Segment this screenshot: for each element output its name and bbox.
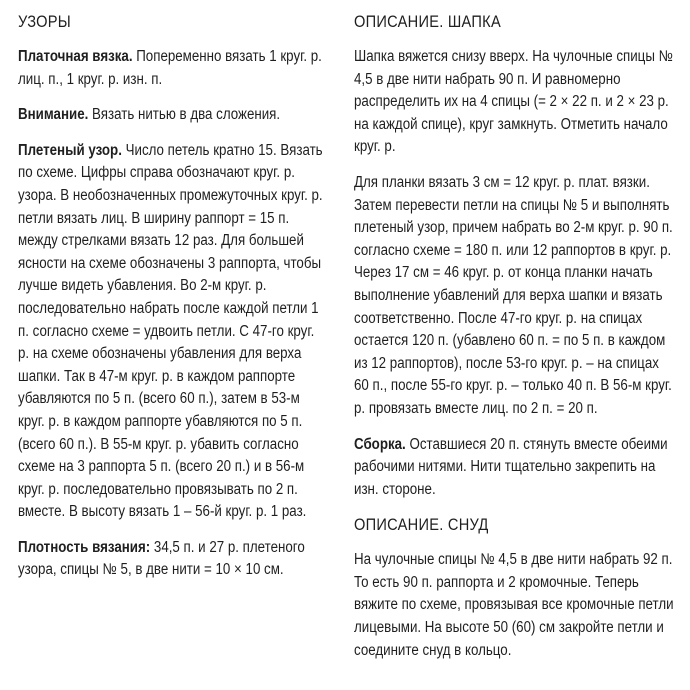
term-assembly: Сборка.	[354, 435, 406, 453]
paragraph-gauge	[18, 537, 327, 582]
text-garter-stitch: Попеременно вязать 1 круг. р. лиц. п., 1 круг. р. изн. п.	[18, 48, 322, 88]
term-garter-stitch: Платочная вязка.	[18, 48, 133, 65]
term-gauge: Плотность вязания:	[18, 538, 151, 556]
paragraph-braided-pattern	[18, 140, 327, 524]
text-braided-pattern: Число петель кратно 15. Вязать по схеме. Цифры справа обозначают круг. р. узора. В необозначенных промежуточных круг. р. петли вязать лиц. В ширину раппорт = 15 п. между стрелками вязать 12 раз. Для большей ясности на схеме обозначены 3 раппорта, чтобы лучше видеть убавления. Во 2-м круг. р. последовательно набрать после каждой петли 1 п. согласно схеме = удвоить петли. С 47-го круг. р. на схеме обозначены убавления для верха шапки. Так в 47-м круг. р. в каждом раппорте убавляются по 5 п. (всего 60 п.), затем в 53-м круг. р. в каждом раппорте убавляются по 5 п. (всего 60 п.). В 55-м круг. р. убавить согласно схеме на 3 раппорта 5 п. (всего 20 п.) и в 56-м круг. р. последовательно провязывать по 2 п. вместе. В высоту вязать 1 – 56-й круг. р. 1 раз.	[18, 141, 323, 521]
paragraph-assembly	[354, 434, 677, 502]
section-heading-snood: ОПИСАНИЕ. СНУД	[354, 515, 489, 535]
left-column	[18, 12, 326, 582]
paragraph-attention	[18, 104, 327, 127]
text-assembly: Оставшиеся 20 п. стянуть вместе обеими рабочими нитями. Нити тщательно закрепить на изн. стороне.	[354, 435, 668, 498]
text-attention: Вязать нитью в два сложения.	[88, 106, 281, 124]
paragraph-hat-cast-on: Шапка вяжется снизу вверх. На чулочные спицы № 4,5 в две нити набрать 90 п. И равномерно распределить их на 4 спицы (= 2 × 22 п. и 2 × 23 р. на каждой спице), круг замкнуть. Отметить начало круг. р.	[354, 48, 673, 156]
section-heading-hat: ОПИСАНИЕ. ШАПКА	[354, 12, 501, 31]
section-heading-patterns: УЗОРЫ	[18, 12, 71, 31]
paragraph-snood: На чулочные спицы № 4,5 в две нити набрать 92 п. То есть 90 п. раппорта и 2 кромочные. Теперь вяжите по схеме, провязывая все кромочные петли лицевыми. На высоте 50 (60) см закройте петли и соедините снуд в кольцо.	[354, 551, 674, 659]
paragraph-garter-stitch	[18, 46, 327, 91]
text-gauge: 34,5 п. и 27 р. плетеного узора, спицы № 5, в две нити = 10 × 10 см.	[18, 538, 305, 579]
paragraph-hat-body: Для планки вязать 3 см = 12 круг. р. плат. вязки. Затем перевести петли на спицы № 5 и выполнять плетеный узор, причем набрать во 2-м круг. р. 90 п. согласно схеме = 180 п. или 12 раппортов в круг. р. Через 17 см = 46 круг. р. от конца планки начать выполнение убавлений для верха шапки и вязать соответственно. После 47-го круг. р. на спицах остается 120 п. (убавлено 60 п. = по 5 п. в каждом из 12 раппортов), после 53-го круг. р. – на спицах 60 п., после 55-го круг. р. – только 40 п. В 56-м круг. р. провязать вместе лиц. по 2 п. = 20 п.	[354, 173, 673, 417]
term-attention: Внимание.	[18, 106, 89, 124]
right-column	[354, 12, 676, 662]
term-braided-pattern: Плетеный узор.	[18, 141, 122, 159]
